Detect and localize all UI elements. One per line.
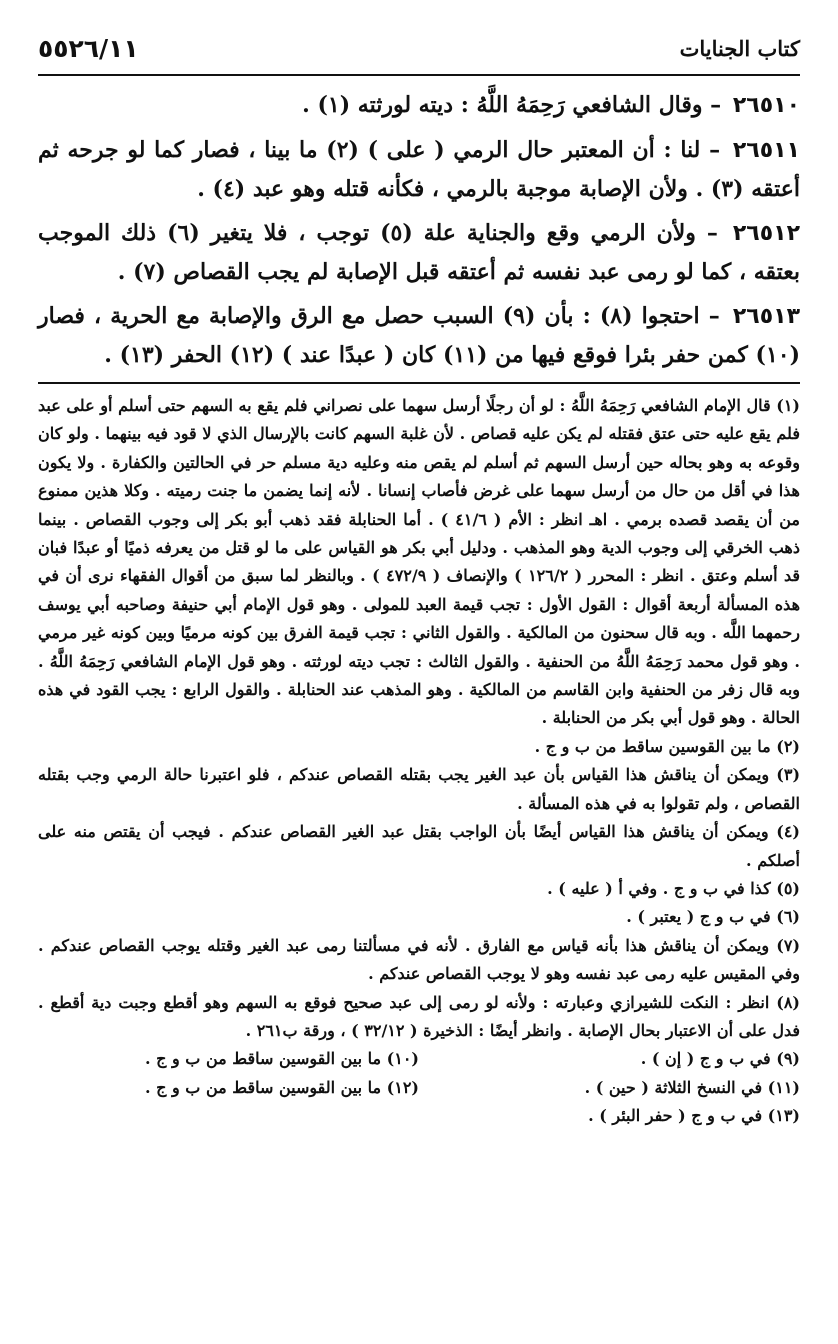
paragraph	[38, 131, 800, 208]
paragraph-text: – وقال الشافعي رَحِمَهُ اللَّهُ : ديته لورثته (١) .	[302, 92, 722, 118]
footnote-2: (٢) ما بين القوسين ساقط من ب و ج .	[534, 736, 800, 756]
paragraph-number: ٢٦٥١٠	[732, 93, 800, 118]
footnote-8: (٨) انظر : النكت للشيرازي وعبارته : ولأنه لو رمى إلى عبد صحيح فوقع به السهم وهو أقطع وجبت دية أقطع . فدل على أن الاعتبار بحال الإصابة . وانظر أيضًا : الذخيرة ( ٣٢/١٢ ) ، ورقة ب٢٦١ .	[38, 992, 800, 1040]
footnote-3: (٣) ويمكن أن يناقش هذا القياس بأن عبد الغير يجب بقتله القصاص عندكم ، فلو اعتبرنا حالة الرمي وجب بقتله القصاص ، ولم تقولوا به في هذه المسألة .	[38, 765, 801, 813]
paragraph-number: ٢٦٥١٢	[732, 221, 800, 246]
footnote-divider	[38, 382, 800, 384]
paragraph	[38, 214, 800, 291]
footnotes	[38, 392, 800, 1131]
paragraph	[38, 297, 800, 374]
footnote-row	[38, 1074, 800, 1102]
paragraph-text: – لنا : أن المعتبر حال الرمي ( على ) (٢) ما بينا ، فصار كما لو جرحه ثم أعتقه (٣) . ولأن الإصابة موجبة بالرمي ، فكأنه قتله وهو عبد (٤) .	[38, 137, 800, 202]
footnote-row	[38, 1045, 800, 1073]
paragraph-text: – احتجوا (٨) : بأن (٩) السبب حصل مع الرق والإصابة مع الحرية ، فصار (١٠) كمن حفر بئرا فوقع فيها من (١١) كان ( عبدًا عند ) (١٢) الحفر (١٣) .	[38, 303, 800, 368]
book-title: كتاب الجنايات	[679, 36, 800, 61]
footnote-7: (٧) ويمكن أن يناقش هذا بأنه قياس مع الفارق . لأنه في مسألتنا رمى عبد الغير وقتله يوجب القصاص عندكم . وفي المقيس عليه رمى عبد نفسه وهو لا يوجب القصاص عندكم .	[38, 935, 801, 984]
footnote-6: (٦) في ب و ج ( يعتبر ) .	[626, 907, 800, 927]
footnote-4: (٤) ويمكن أن يناقش هذا القياس أيضًا بأن الواجب بقتل عبد الغير القصاص عندكم . فيجب أن يقتص منه على أصلكم .	[38, 822, 800, 870]
footnote-10: (١٠) ما بين القوسين ساقط من ب و ج .	[144, 1049, 419, 1069]
main-text	[38, 86, 800, 374]
paragraph-number: ٢٦٥١١	[732, 138, 800, 163]
footnote-13: (١٣) في ب و ج ( حفر البئر ) .	[588, 1106, 800, 1126]
paragraph-number: ٢٦٥١٣	[732, 304, 800, 329]
page-number: ٥٥٢٦/١١	[38, 34, 139, 63]
footnote-11: (١١) في النسخ الثلاثة ( حين ) .	[584, 1077, 800, 1097]
paragraph-text: – ولأن الرمي وقع والجناية علة (٥) توجب ، فلا يتغير (٦) ذلك الموجب بعتقه ، كما لو رمى عبد نفسه ثم أعتقه قبل الإصابة لم يجب القصاص (٧) .	[38, 220, 800, 285]
footnote-1: (١) قال الإمام الشافعي رَحِمَهُ اللَّهُ : لو أن رجلًا أرسل سهما على نصراني فلم يقع به السهم حتى أسلم أو على عبد فلم يقع عليه حتى عتق فقتله لم يكن عليه قصاص . لأن غلبة السهم كانت بالإرسال الذي لا قود فيه بينهما . ولو كان وقوعه به وهو بحاله حين أرسل السهم ثم أسلم لم يقص منه وعليه دية مسلم حر في الحالتين والكفارة . ولا يكون هذا في أقل من حال من أرسل سهما على غرض فأصاب إنسانا . لأنه إنما يضمن ما جنت رميته . وكلا هذين ممنوع من أن يقصد قصده برمي . اهـ انظر : الأم ( ٤١/٦ ) . أما الحنابلة فقد ذهب أبو بكر إلى وجوب القصاص . بينما ذهب الخرقي إلى وجوب الدية وهو المذهب . ودليل أبي بكر هو القياس على ما لو قتل من يعرفه ذميًا أو عبدًا فبان قد أسلم وعتق . انظر : المحرر ( ١٢٦/٢ ) والإنصاف ( ٤٧٢/٩ ) . وبالنظر لما سبق من أقوال الفقهاء نرى أن في هذه المسألة أربعة أقوال : القول الأول : تجب قيمة العبد للمولى . وهو قول الإمام أبي حنيفة وصاحبه أبي يوسف رحمهما اللَّه . وبه قال سحنون من المالكية . والقول الثاني : تجب قيمة الفرق بين كونه مرميًا وبين كونه غير مرمي . وهو قول محمد رَحِمَهُ اللَّهُ من الحنفية . والقول الثالث : تجب ديته لورثته . وهو قول الإمام الشافعي رَحِمَهُ اللَّهُ . وبه قال زفر من الحنفية وابن القاسم من المالكية . وهو المذهب عند الحنابلة . والقول الرابع : يجب القود في هذه الحالة . وهو قول أبي بكر من الحنابلة .	[38, 396, 801, 728]
paragraph	[38, 86, 800, 125]
footnote-5: (٥) كذا في ب و ج . وفي أ ( عليه ) .	[547, 878, 800, 898]
footnote-12: (١٢) ما بين القوسين ساقط من ب و ج .	[144, 1077, 419, 1097]
footnote-9: (٩) في ب و ج ( إن ) .	[640, 1049, 800, 1069]
page-header	[38, 34, 800, 76]
